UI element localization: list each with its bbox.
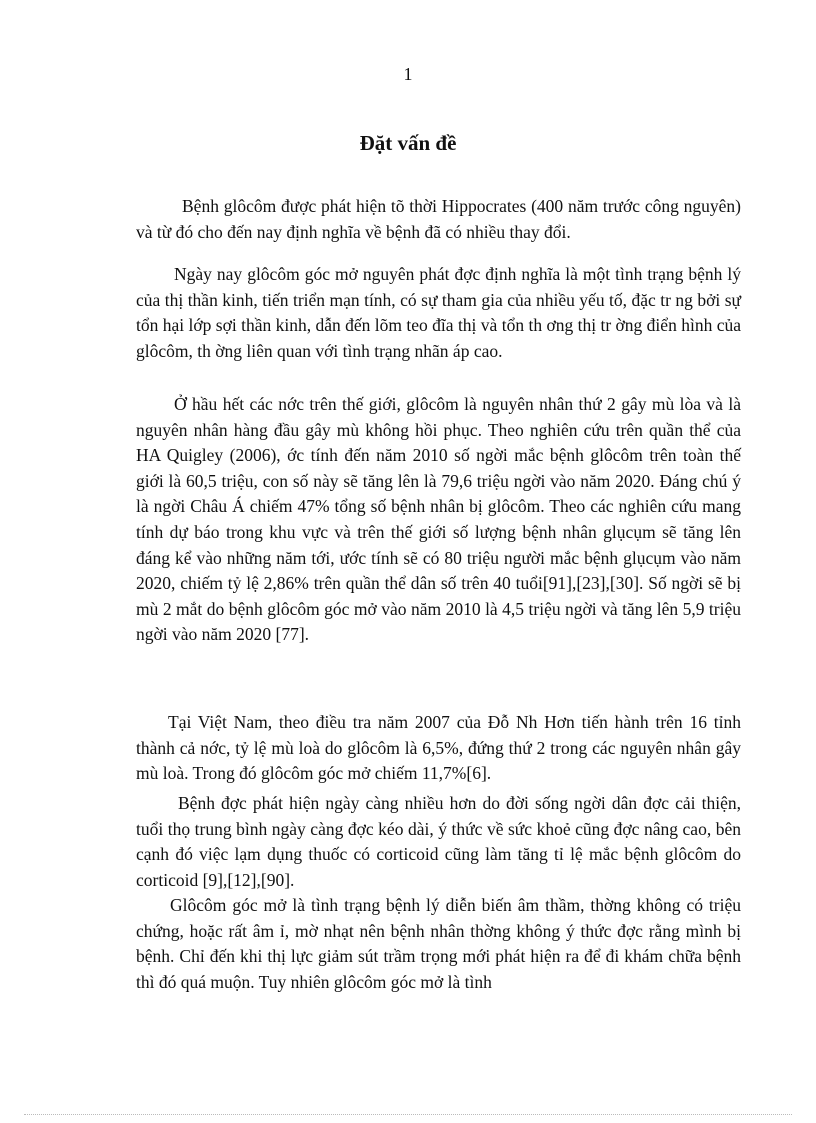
page-bottom-divider — [24, 1114, 792, 1115]
paragraph-4: Tại Việt Nam, theo điều tra năm 2007 của Đỗ Nh Hơn tiến hành trên 16 tỉnh thành cả nớc, tỷ lệ mù loà do glôcôm là 6,5%, đứng thứ 2 trong các nguyên nhân gây mù loà. Trong đó glôcôm góc mở chiếm 11,7%[6]. — [136, 712, 741, 784]
document-title: Đặt vấn đề — [359, 131, 457, 155]
paragraph-6: Glôcôm góc mở là tình trạng bệnh lý diễn biến âm thầm, thờng không có triệu chứng, hoặc rất âm ỉ, mờ nhạt nên bệnh nhân thờng không ý thức đợc rằng mình bị bệnh. Chỉ đến khi thị lực giảm sút trầm trọng mới phát hiện ra để đi khám chữa bệnh thì đó quá muộn. Tuy nhiên glôcôm góc mở là tình — [136, 895, 741, 992]
paragraph-3: Ở hầu hết các nớc trên thế giới, glôcôm là nguyên nhân thứ 2 gây mù lòa và là nguyên nhân hàng đầu gây mù không hồi phục. Theo nghiên cứu trên quần thể của HA Quigley (2006), ớc tính đến năm 2010 số ngời mắc bệnh glôcôm trên toàn thế giới là 60,5 triệu, con số này sẽ tăng lên là 79,6 triệu ngời vào năm 2020. Đáng chú ý là ngời Châu Á chiếm 47% tổng số bệnh nhân bị glôcôm. Theo các nghiên cứu mang tính dự báo trong khu vực và trên thế giới số lượng bệnh nhân glụcụm sẽ tăng lên đáng kể vào những năm tới, ước tính sẽ có 80 triệu người mắc bệnh glụcụm vào năm 2020, chiếm tỷ lệ 2,86% trên quần thể dân số trên 40 tuổi[91],[23],[30]. Số ngời sẽ bị mù 2 mắt do bệnh glôcôm góc mở vào năm 2010 là 4,5 triệu ngời và tăng lên 5,9 triệu ngời vào năm 2020 [77]. — [136, 394, 741, 645]
paragraph-1: Bệnh glôcôm được phát hiện tõ thời Hippocrates (400 năm trước công nguyên) và từ đó cho đến nay định nghĩa về bệnh đã có nhiều thay đổi. — [136, 196, 741, 242]
page-number: 1 — [403, 64, 413, 84]
paragraph-2: Ngày nay glôcôm góc mở nguyên phát đợc định nghĩa là một tình trạng bệnh lý của thị thần kinh, tiến triển mạn tính, có sự tham gia của nhiều yếu tố, đặc tr ng bởi sự tổn hại lớp sợi thần kinh, dẫn đến lõm teo đĩa thị và tổn th ơng thị tr ờng điển hình của glôcôm, th ờng liên quan với tình trạng nhãn áp cao. — [136, 264, 741, 361]
paragraph-5: Bệnh đợc phát hiện ngày càng nhiều hơn do đời sống ngời dân đợc cải thiện, tuổi thọ trung bình ngày càng đợc kéo dài, ý thức về sức khoẻ cũng đợc nâng cao, bên cạnh đó việc lạm dụng thuốc có corticoid cũng làm tăng tỉ lệ mắc bệnh glôcôm do corticoid [9],[12],[90]. — [136, 793, 741, 890]
